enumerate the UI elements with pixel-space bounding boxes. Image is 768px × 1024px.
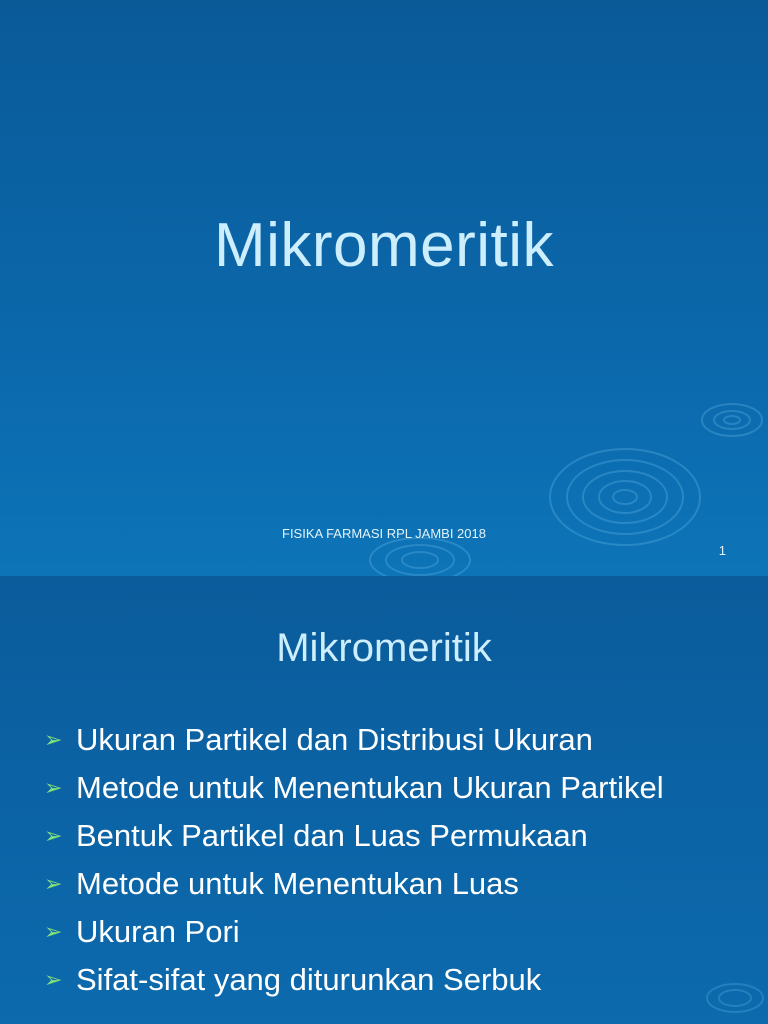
- slide-number: 1: [718, 543, 726, 558]
- bullet-text: Metode untuk Menentukan Ukuran Partikel: [76, 770, 664, 805]
- arrow-bullet-icon: ➢: [44, 871, 63, 896]
- arrow-bullet-icon: ➢: [44, 727, 63, 752]
- bullet-text: Bentuk Partikel dan Luas Permukaan: [76, 818, 588, 853]
- slide-2: [0, 576, 768, 1024]
- arrow-bullet-icon: ➢: [44, 775, 63, 800]
- bullet-text: Sifat-sifat yang diturunkan Serbuk: [76, 962, 542, 997]
- arrow-bullet-icon: ➢: [44, 823, 63, 848]
- arrow-bullet-icon: ➢: [44, 967, 63, 992]
- bullet-text: Ukuran Partikel dan Distribusi Ukuran: [76, 722, 593, 757]
- bullet-list: [44, 716, 664, 1004]
- arrow-bullet-icon: ➢: [44, 919, 63, 944]
- bullet-item: [44, 716, 664, 764]
- bullet-item: [44, 956, 664, 1004]
- slide-title: Mikromeritik: [276, 626, 492, 670]
- bullet-text: Ukuran Pori: [76, 914, 240, 949]
- bullet-item: [44, 812, 664, 860]
- slide-footer: FISIKA FARMASI RPL JAMBI 2018: [282, 526, 486, 541]
- bullet-text: Metode untuk Menentukan Luas: [76, 866, 519, 901]
- bullet-item: [44, 764, 664, 812]
- bullet-item: [44, 908, 664, 956]
- bullet-item: [44, 860, 664, 908]
- slide-title: Mikromeritik: [213, 211, 555, 280]
